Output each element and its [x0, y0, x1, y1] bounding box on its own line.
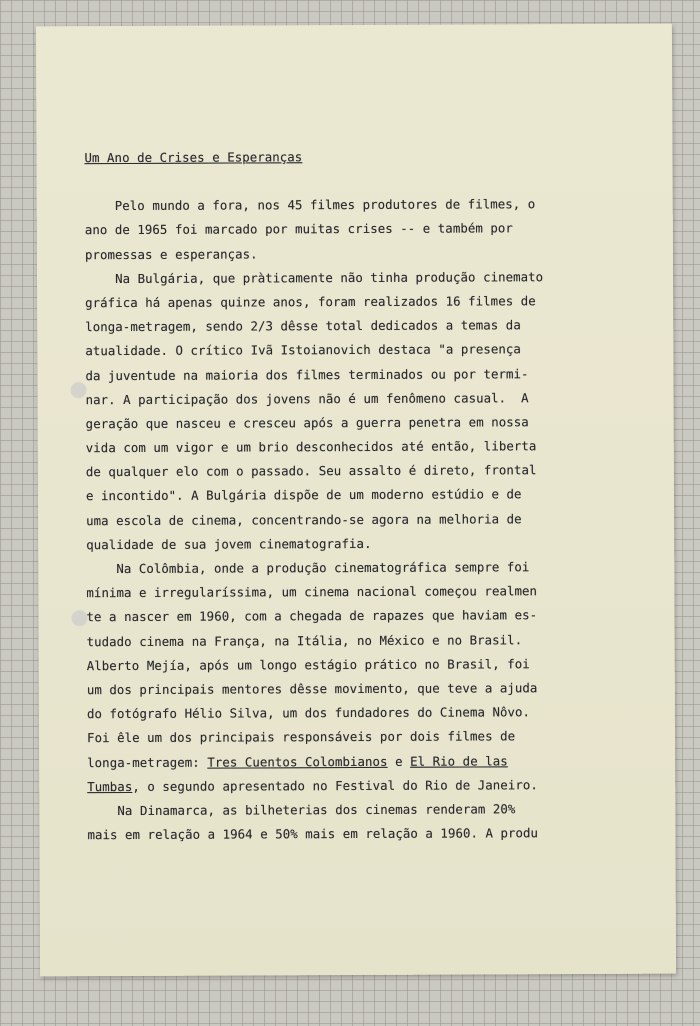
text-line: um dos principais mentores dêsse movimento, que teve a ajuda: [86, 680, 538, 698]
text-line: qualidade de sua jovem cinematografia.: [86, 535, 372, 553]
text-line: tudado cinema na França, na Itália, no México e no Brasil.: [86, 631, 523, 649]
text-line: Na Dinamarca, as bilheterias dos cinemas renderam 20%: [87, 801, 516, 819]
text-line: geração que nasceu e cresceu após a guerra penetra em nossa: [85, 414, 529, 432]
text-segment: e: [387, 753, 411, 769]
text-line-film-titles: [87, 772, 647, 799]
text-line: Pelo mundo a fora, nos 45 filmes produtores de filmes, o: [84, 196, 536, 214]
typewritten-page: [36, 24, 676, 977]
text-line: gráfica há apenas quinze anos, foram realizados 16 filmes de: [85, 293, 536, 311]
text-line: Na Colômbia, onde a produção cinematográfica sempre foi: [86, 559, 530, 577]
punch-hole: [71, 610, 87, 626]
text-line: de qualquer elo com o passado. Seu assalto é direto, frontal: [85, 462, 537, 480]
text-line: da juventude na maioria dos filmes terminados ou por termi-: [85, 365, 529, 383]
typed-text-block: [84, 144, 647, 848]
text-segment: , o segundo apresentado no Festival do Rio de Janeiro.: [132, 776, 538, 794]
document-title: Um Ano de Crises e Esperanças: [84, 149, 303, 166]
text-line: atualidade. O crítico Ivã Istoianovich destaca "a presença: [85, 341, 521, 359]
text-line: Na Bulgária, que pràticamente não tinha produção cinemato: [84, 268, 544, 286]
text-line: Foi êle um dos principais responsáveis por dois filmes de: [87, 728, 516, 746]
punch-hole: [70, 382, 86, 398]
text-line: longa-metragem, sendo 2/3 dêsse total dedicados a temas da: [85, 317, 521, 335]
text-line: e incontido". A Bulgária dispõe de um moderno estúdio e de: [85, 486, 522, 504]
text-line: Alberto Mejía, após um longo estágio prático no Brasil, foi: [86, 656, 530, 673]
text-line: nar. A participação dos jovens não é um fenômeno casual. A: [85, 389, 529, 407]
text-line: mais em relação a 1964 e 50% mais em relação a 1960. A produ: [87, 825, 539, 843]
film-title: Tres Cuentos Colombianos: [207, 753, 388, 770]
text-line: mínima e irregularíssima, um cinema nacional começou realmen: [86, 583, 538, 601]
text-line: ano de 1965 foi marcado por muitas crises -- e também por: [84, 220, 513, 238]
text-line: vida com um vigor e um brio desconhecidos até então, liberta: [85, 438, 537, 456]
text-line: promessas e esperanças.: [84, 246, 258, 262]
film-title: El Rio de las: [410, 752, 508, 769]
film-title: Tumbas: [87, 778, 133, 794]
text-line: do fotógrafo Hélio Silva, um dos fundadores do Cinema Nôvo.: [86, 704, 531, 722]
text-segment: longa-metragem:: [87, 754, 208, 770]
text-line: uma escola de cinema, concentrando-se agora na melhoria de: [86, 510, 522, 528]
text-line: te a nascer em 1960, com a chegada de rapazes que haviam es-: [86, 607, 538, 625]
text-line-film-titles: [87, 748, 647, 775]
